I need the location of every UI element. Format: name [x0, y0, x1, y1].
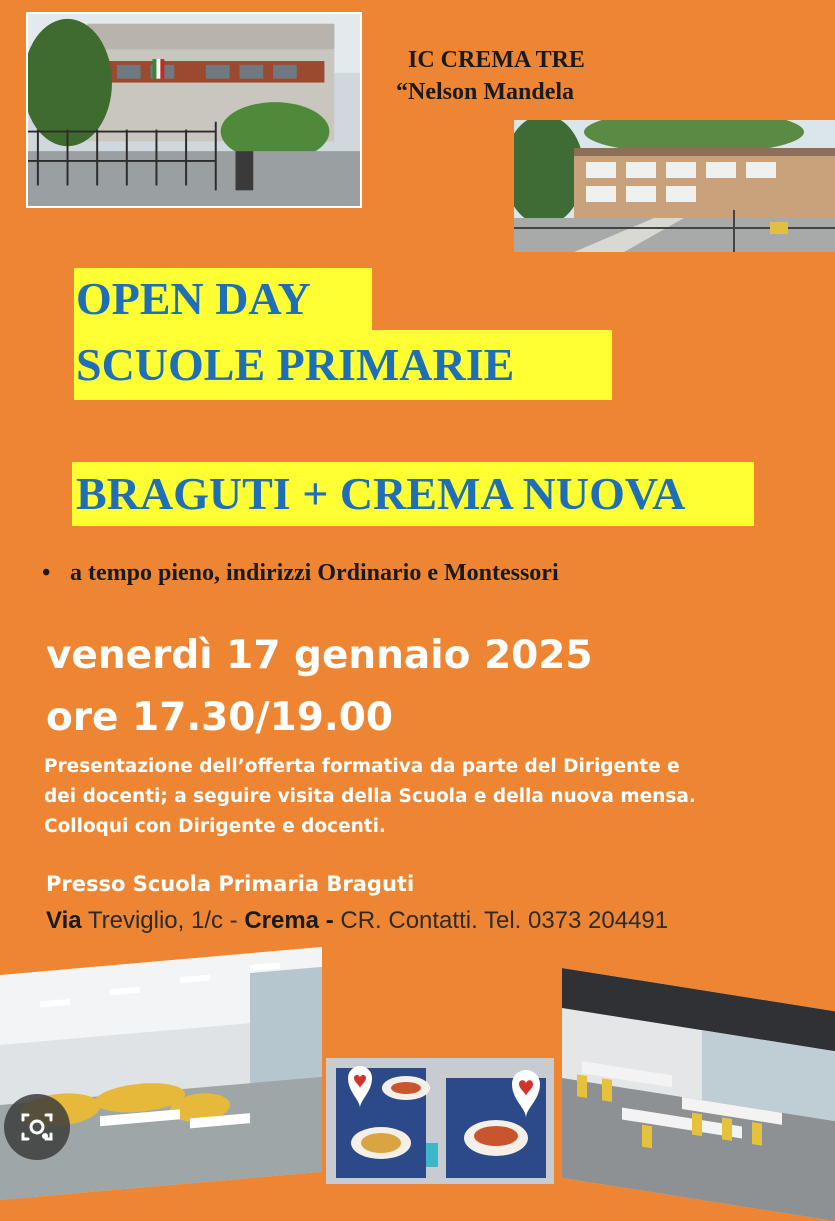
school-name — [396, 44, 585, 108]
bullet-text: a tempo pieno, indirizzi Ordinario e Montessori — [70, 560, 559, 586]
event-address — [46, 906, 746, 936]
school-photo-2 — [514, 120, 835, 252]
canteen-photo-2 — [562, 968, 835, 1221]
event-place: Presso Scuola Primaria Braguti — [46, 872, 415, 896]
visual-search-button[interactable] — [4, 1094, 70, 1160]
title-line2: SCUOLE PRIMARIE — [74, 330, 612, 400]
title-line1: OPEN DAY — [74, 268, 372, 330]
bullet-symbol: • — [42, 560, 51, 586]
event-date: venerdì 17 gennaio 2025 — [46, 633, 593, 678]
address-contacts: CR. Contatti. Tel. 0373 204491 — [333, 907, 669, 934]
description-line: Presentazione dell’offerta formativa da parte del Dirigente e — [44, 756, 680, 777]
event-description — [44, 752, 824, 842]
bullet-item — [42, 560, 559, 587]
school-photo-1 — [26, 12, 362, 208]
description-line: dei docenti; a seguire visita della Scuola e della nuova mensa. — [44, 786, 696, 807]
address-city: Crema - — [244, 907, 334, 934]
school-name-line1: IC CREMA TRE — [408, 47, 585, 73]
event-title — [74, 268, 612, 400]
schools-title: BRAGUTI + CREMA NUOVA — [72, 462, 754, 526]
address-via: Via — [46, 907, 82, 934]
canteen-photo-1 — [0, 947, 322, 1200]
description-line: Colloqui con Dirigente e docenti. — [44, 816, 386, 837]
event-time: ore 17.30/19.00 — [46, 695, 394, 740]
lunch-tray-photo — [326, 1058, 554, 1184]
address-street: Treviglio, 1/c - — [81, 907, 245, 934]
camera-lens-icon — [17, 1107, 57, 1147]
school-name-line2: “Nelson Mandela — [396, 79, 575, 105]
